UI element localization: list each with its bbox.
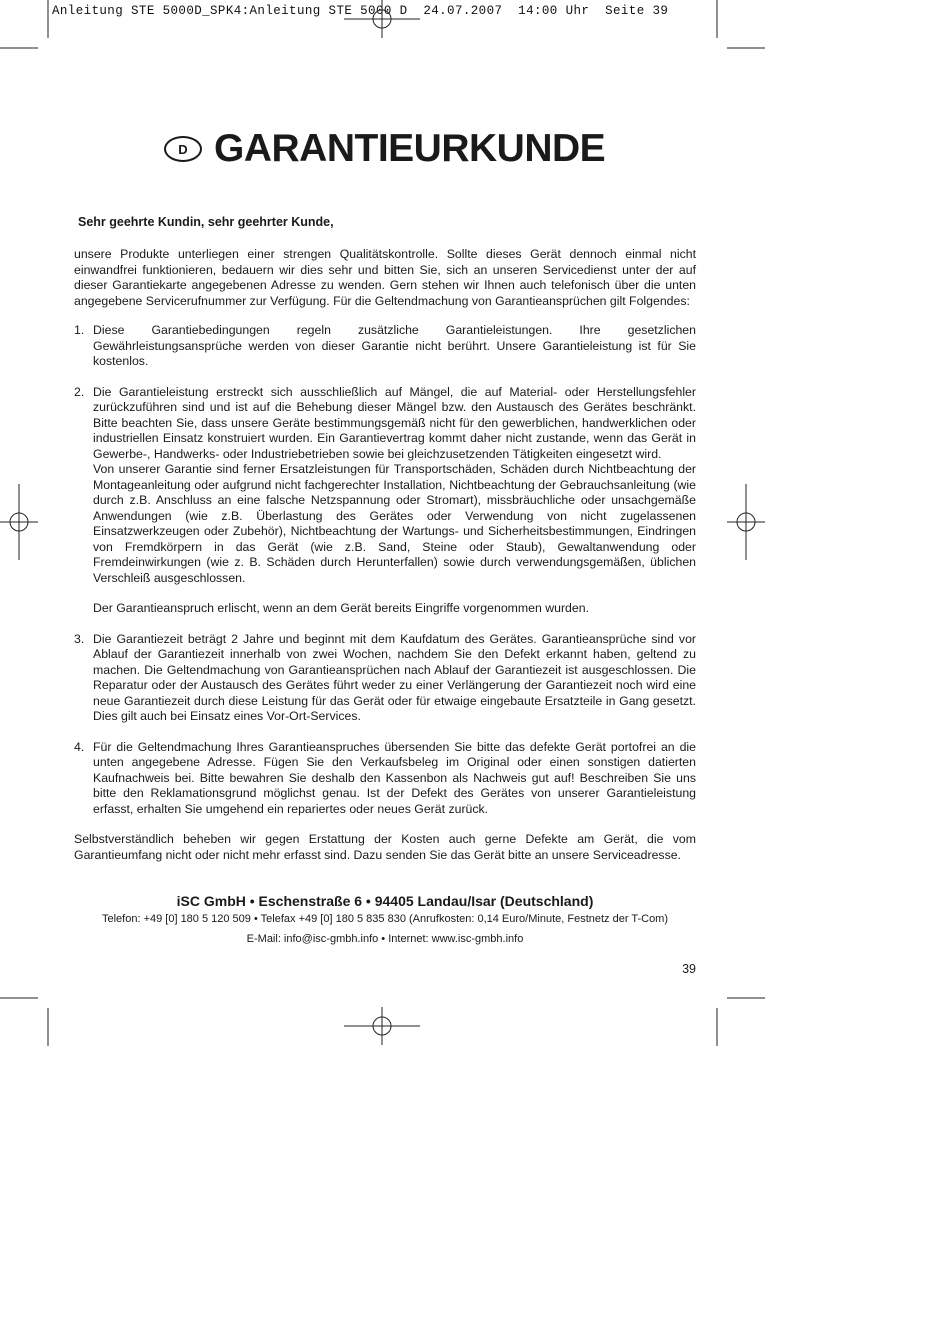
clause-number: 1.: [74, 323, 85, 337]
clause-number: 3.: [74, 631, 85, 646]
closing-paragraph: Selbstverständlich beheben wir gegen Erstattung der Kosten auch gerne Defekte am Gerät, die vom Garantieumfang nicht oder nicht mehr erfasst sind. Dazu senden Sie das Gerät bitte an unsere Serviceadresse.: [74, 832, 696, 862]
country-badge: D: [164, 136, 202, 162]
registration-mark-right: [727, 484, 765, 560]
company-address: iSC GmbH • Eschenstraße 6 • 94405 Landau/Isar (Deutschland): [176, 893, 594, 909]
registration-mark-top: [344, 0, 420, 38]
phone-fax-line: Telefon: +49 [0] 180 5 120 509 • Telefax +49 [0] 180 5 835 830 (Anrufkosten: 0,14 Euro/Minute, Festnetz der T-Com): [101, 913, 669, 925]
warranty-clause: [74, 323, 696, 370]
warranty-clause: [74, 632, 696, 725]
clause-paragraph: Von unserer Garantie sind ferner Ersatzleistungen für Transportschäden, Schäden durch Nichtbeachtung der Montageanleitung oder aufgrund nicht fachgerechter Installation, Nichtbeachtung der Gebrauchsanleitung (wie durch z.B. Anschluss an eine falsche Netzspannung oder Stromart), missbräuchliche oder unsachgemäße Anwendungen (wie z.B. Überlastung des Gerätes oder Verwendung von nicht zugelassenen Einsatzwerkzeugen oder Zubehör), Nichtbeachtung der Wartungs- und Sicherheitsbestimmungen, Eindringen von Fremdkörpern in das Gerät (wie z.B. Sand, Steine oder Staub), Gewaltanwendung oder Fremdeinwirkungen (wie z. B. Schäden durch Herunterfallen) sowie durch verwendungsgemäßen, üblichen Verschleiß ausgeschlossen.: [93, 462, 696, 585]
page-number: 39: [682, 962, 696, 976]
clause-number: 4.: [74, 739, 85, 754]
clause-paragraph: Die Garantieleistung erstreckt sich ausschließlich auf Mängel, die auf Material- oder Herstellungsfehler zurückzuführen sind und ist auf die Behebung dieser Mängel bzw. den Austausch des Gerätes beschränkt. Bitte beachten Sie, dass unsere Geräte bestimmungsgemäß nicht für den gewerblichen, handwerklichen oder industriellen Einsatz konstruiert wurden. Ein Garantievertrag kommt daher nicht zustande, wenn das Gerät in Gewerbe-, Handwerks- oder Industriebetrieben sowie bei gleichzusetzenden Tätigkeiten eingesetzt wird.: [93, 384, 696, 461]
page-title: GARANTIEURKUNDE: [214, 127, 606, 170]
clause-number: 2.: [74, 384, 85, 399]
registration-mark-left: [0, 484, 38, 560]
salutation: Sehr geehrte Kundin, sehr geehrter Kunde,: [78, 215, 334, 229]
page-title-row: [164, 124, 605, 174]
warranty-clause: [74, 740, 696, 818]
warranty-body: [74, 247, 696, 863]
warranty-clause: [74, 385, 696, 617]
intro-paragraph: unsere Produkte unterliegen einer strengen Qualitätskontrolle. Sollte dieses Gerät dennoch einmal nicht einwandfrei funktionieren, bedauern wir dies sehr und bitten Sie, sich an unseren Servicedienst unter der auf dieser Garantiekarte angegebenen Adresse zu wenden. Gern stehen wir Ihnen auch telefonisch über die unten angegebene Servicerufnummer zur Verfügung. Für die Geltendmachung von Garantieansprüchen gilt Folgendes:: [74, 247, 696, 308]
clause-paragraph: Die Garantiezeit beträgt 2 Jahre und beginnt mit dem Kaufdatum des Gerätes. Garantieansprüche sind vor Ablauf der Garantiezeit innerhalb von zwei Wochen, nachdem Sie den Defekt erkannt haben, geltend zu machen. Die Geltendmachung von Garantieansprüchen nach Ablauf der Garantiezeit ist ausgeschlossen. Die Reparatur oder der Austausch des Gerätes führt weder zu einer Verlängerung der Garantiezeit noch wird eine neue Garantiezeit durch diese Leistung für das Gerät oder für etwaige eingebaute Ersatzteile in Gang gesetzt. Dies gilt auch bei Einsatz eines Vor-Ort-Services.: [93, 631, 696, 723]
clause-paragraph: Der Garantieanspruch erlischt, wenn an dem Gerät bereits Eingriffe vorgenommen wurden.: [93, 601, 589, 615]
clause-paragraph: Für die Geltendmachung Ihres Garantieanspruches übersenden Sie bitte das defekte Gerät portofrei an die unten angegebene Adresse. Fügen Sie den Verkaufsbeleg im Original oder einen sonstigen datierten Kaufnachweis bei. Bitte bewahren Sie deshalb den Kassenbon als Nachweis gut auf! Beschreiben Sie uns bitte den Reklamationsgrund möglichst genau. Ist der Defekt des Gerätes von unserer Garantieleistung erfasst, erhalten Sie umgehend ein repariertes oder neues Gerät zurück.: [93, 739, 696, 816]
registration-mark-bottom: [344, 1007, 420, 1045]
clause-paragraph: Diese Garantiebedingungen regeln zusätzliche Garantieleistungen. Ihre gesetzlichen Gewährleistungsansprüche werden von dieser Garantie nicht berührt. Unsere Garantieleistung ist für Sie kostenlos.: [93, 323, 696, 368]
email-internet-line: E-Mail: info@isc-gmbh.info • Internet: www.isc-gmbh.info: [246, 933, 524, 945]
print-slug-line: Anleitung STE 5000D_SPK4:Anleitung STE 5000 D 24.07.2007 14:00 Uhr Seite 39: [52, 4, 669, 18]
